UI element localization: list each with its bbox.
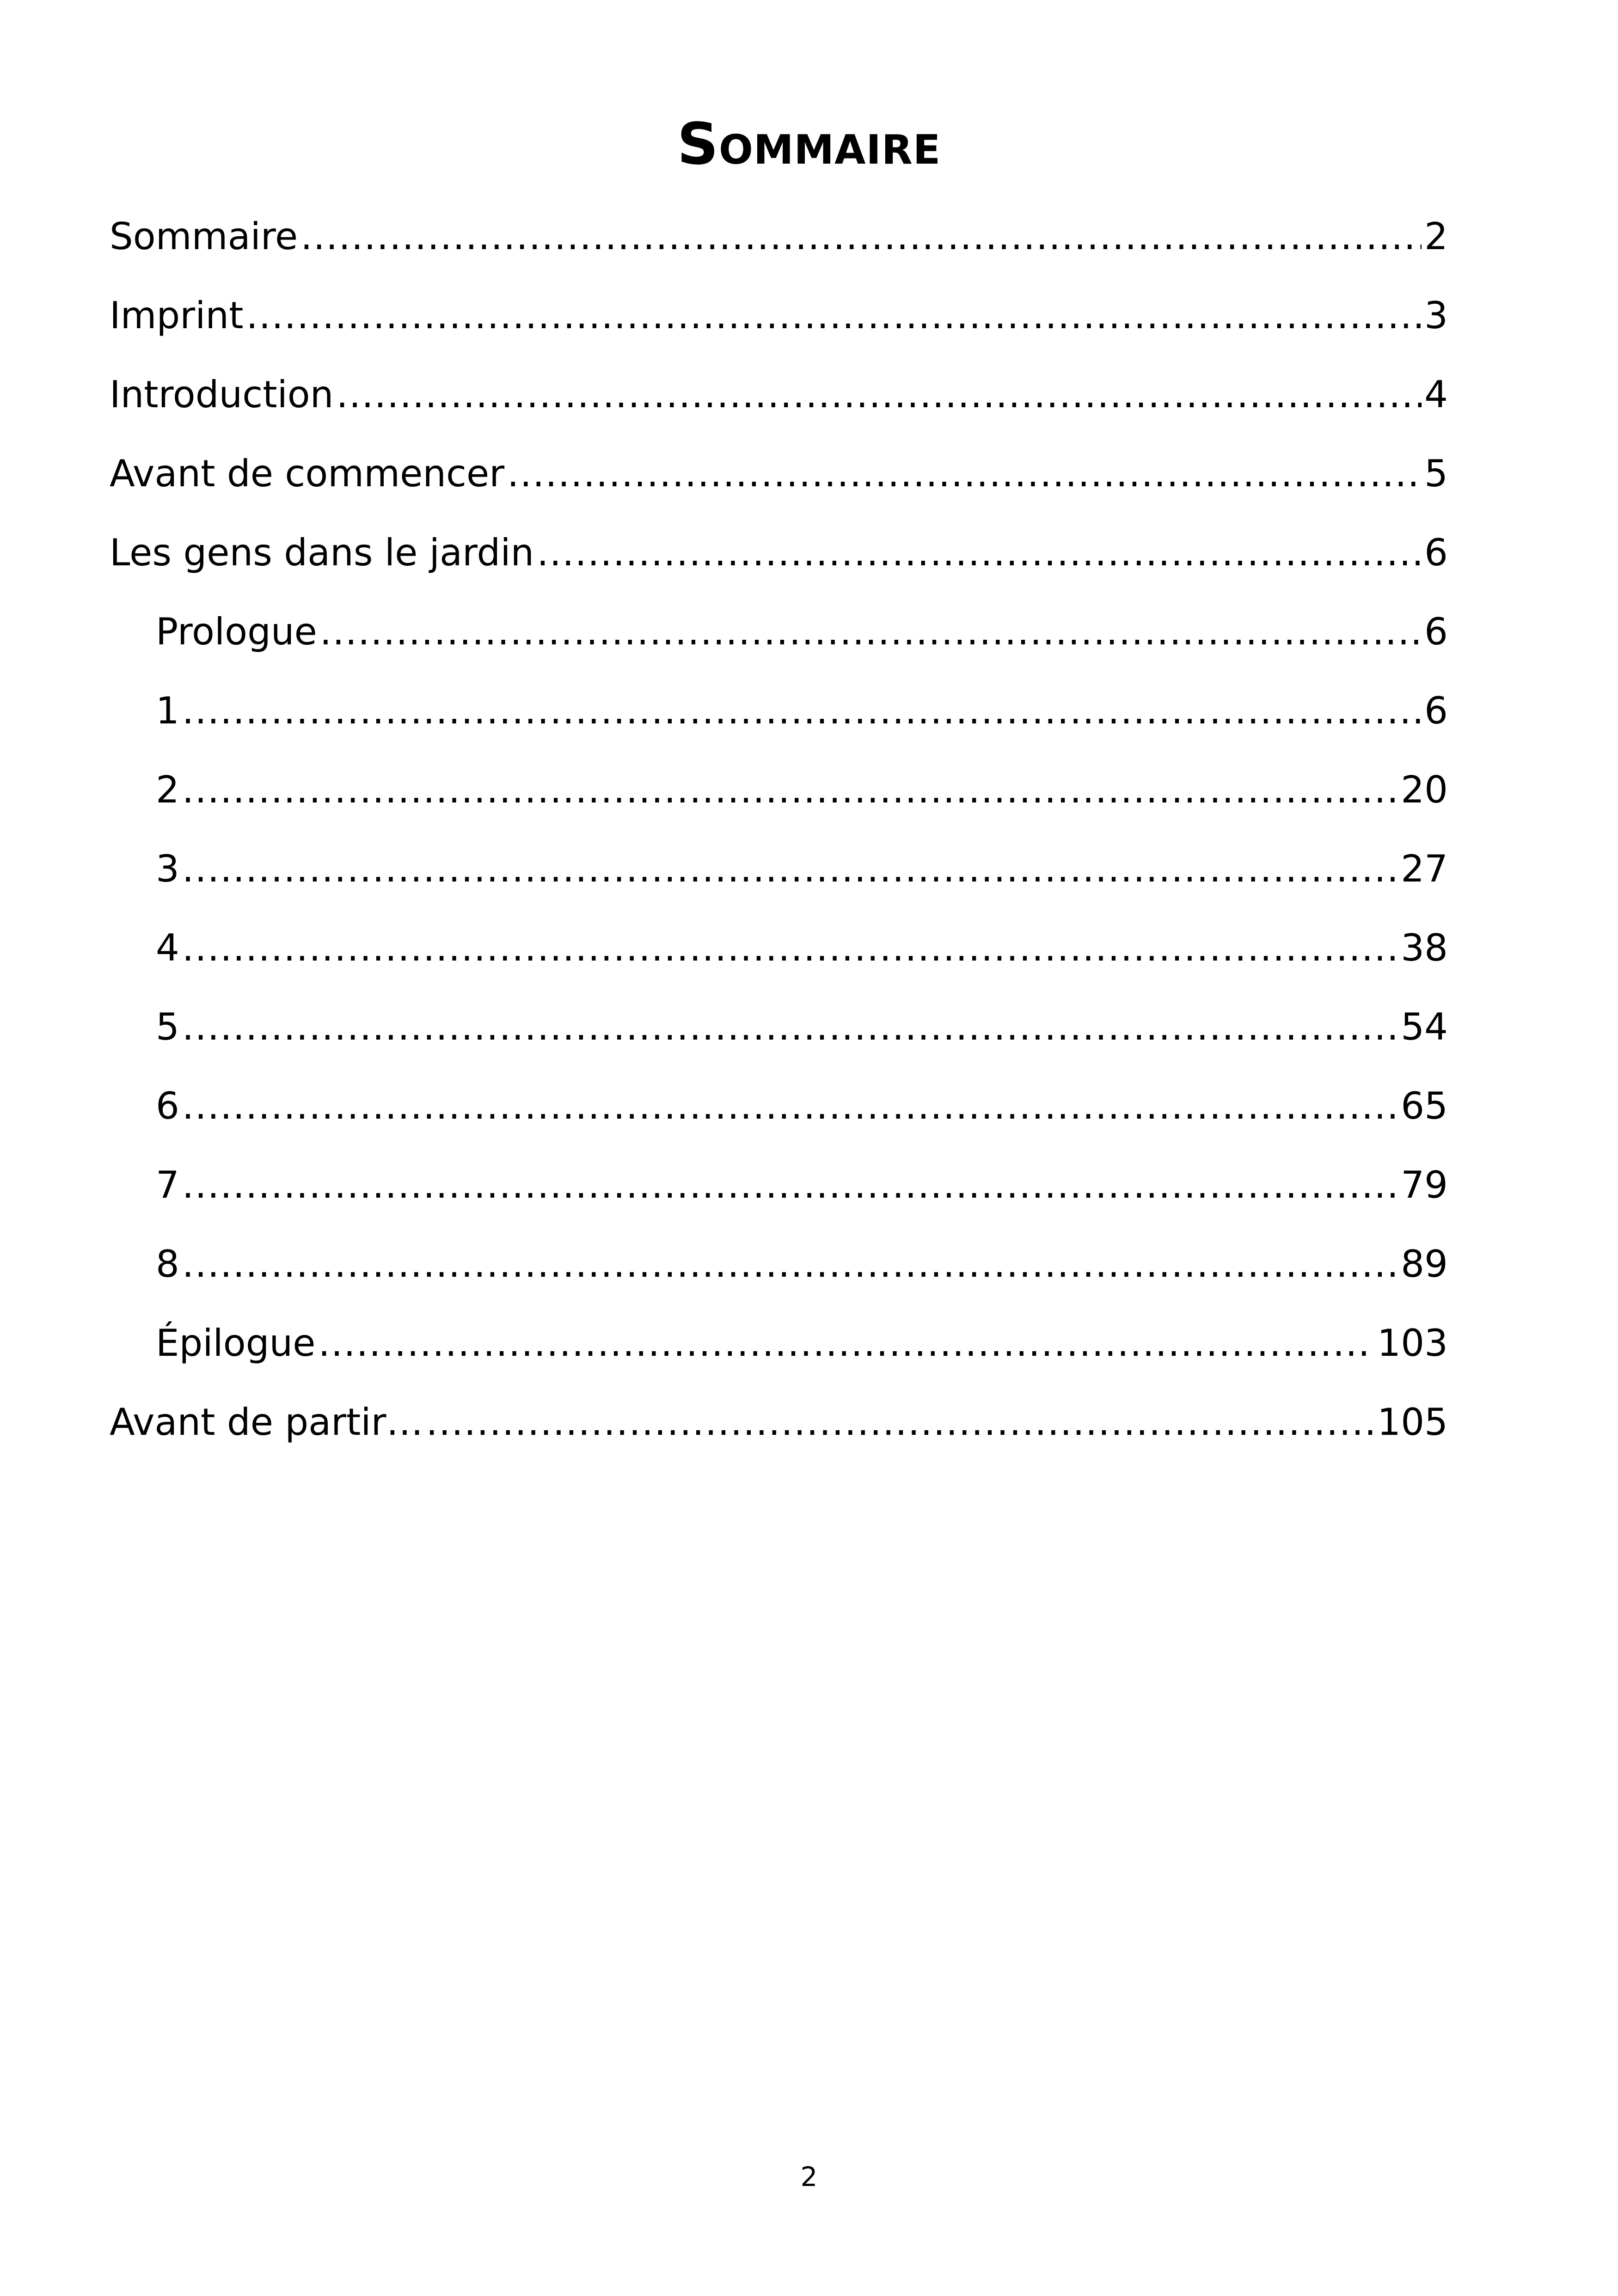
toc-dot-leader bbox=[300, 214, 1422, 260]
toc-entry-page: 103 bbox=[1377, 1322, 1448, 1365]
toc-entry-page: 3 bbox=[1424, 294, 1448, 337]
toc-entry-avant-de-partir[interactable] bbox=[110, 1399, 1448, 1478]
toc-dot-leader bbox=[182, 1083, 1398, 1129]
toc-entry-chapter-4[interactable] bbox=[110, 925, 1448, 1004]
toc-dot-leader bbox=[507, 451, 1422, 497]
toc-entry-page: 105 bbox=[1377, 1401, 1448, 1444]
toc-entry-page: 20 bbox=[1401, 768, 1448, 811]
toc-dot-leader bbox=[318, 1320, 1374, 1366]
toc-entry-label: Épilogue bbox=[156, 1322, 316, 1365]
toc-entry-page: 27 bbox=[1401, 847, 1448, 890]
toc-entry-epilogue[interactable] bbox=[110, 1320, 1448, 1399]
toc-entry-chapter-8[interactable] bbox=[110, 1241, 1448, 1320]
toc-entry-label: 3 bbox=[156, 847, 179, 890]
toc-entry-page: 65 bbox=[1401, 1084, 1448, 1127]
toc-entry-prologue[interactable] bbox=[110, 609, 1448, 688]
toc-entry-label: 1 bbox=[156, 689, 179, 732]
toc-dot-leader bbox=[537, 530, 1422, 576]
toc-entry-page: 6 bbox=[1424, 689, 1448, 732]
toc-entry-chapter-5[interactable] bbox=[110, 1004, 1448, 1083]
toc-dot-leader bbox=[182, 1004, 1398, 1050]
toc-entry-page: 6 bbox=[1424, 610, 1448, 653]
toc-entry-label: 8 bbox=[156, 1243, 179, 1286]
toc-entry-page: 6 bbox=[1424, 531, 1448, 574]
toc-entry-introduction[interactable] bbox=[110, 372, 1448, 451]
toc-dot-leader bbox=[426, 1399, 1375, 1445]
toc-dot-leader bbox=[336, 372, 1422, 418]
toc-entry-label: 7 bbox=[156, 1163, 179, 1206]
toc-entry-page: 54 bbox=[1401, 1005, 1448, 1048]
page-title: Sommaire bbox=[677, 111, 941, 178]
toc-entry-label: Avant de commencer bbox=[110, 452, 505, 495]
toc-entry-page: 38 bbox=[1401, 926, 1448, 969]
toc-entry-page: 4 bbox=[1424, 373, 1448, 416]
toc-entry-page: 2 bbox=[1424, 215, 1448, 258]
toc-entry-label: Introduction bbox=[110, 373, 334, 416]
toc-entry-sommaire[interactable] bbox=[110, 214, 1448, 293]
toc-entry-label: 4 bbox=[156, 926, 179, 969]
toc-dot-leader bbox=[182, 767, 1398, 813]
toc-entry-chapter-1[interactable] bbox=[110, 688, 1448, 767]
toc-dot-leader bbox=[182, 688, 1422, 734]
toc-entry-page: 5 bbox=[1424, 452, 1448, 495]
toc-dot-leader bbox=[320, 609, 1422, 655]
toc-entry-label: 5 bbox=[156, 1005, 179, 1048]
toc-entry-page: 89 bbox=[1401, 1243, 1448, 1286]
toc-dot-leader bbox=[246, 293, 1422, 339]
toc-dot-leader bbox=[182, 925, 1398, 971]
page-number: 2 bbox=[800, 2161, 818, 2192]
toc-entry-page: 79 bbox=[1401, 1163, 1448, 1206]
toc-entry-label: Imprint bbox=[110, 294, 244, 337]
toc-dot-leader bbox=[182, 846, 1398, 892]
toc-entry-imprint[interactable] bbox=[110, 293, 1448, 372]
toc-dot-leader bbox=[182, 1162, 1398, 1208]
toc-entry-label: Les gens dans le jardin bbox=[110, 531, 534, 574]
toc-entry-les-gens-dans-le-jardin[interactable] bbox=[110, 530, 1448, 609]
toc-entry-chapter-6[interactable] bbox=[110, 1083, 1448, 1162]
toc-entry-avant-de-commencer[interactable] bbox=[110, 451, 1448, 530]
toc-entry-label: 6 bbox=[156, 1084, 179, 1127]
toc-entry-label: Sommaire bbox=[110, 215, 298, 258]
toc-entry-label: 2 bbox=[156, 768, 179, 811]
toc-dot-leader bbox=[182, 1241, 1398, 1287]
toc-entry-chapter-7[interactable] bbox=[110, 1162, 1448, 1241]
toc-entry-chapter-2[interactable] bbox=[110, 767, 1448, 846]
table-of-contents bbox=[110, 214, 1448, 1478]
toc-entry-label: Prologue bbox=[156, 610, 317, 653]
toc-entry-chapter-3[interactable] bbox=[110, 846, 1448, 925]
toc-entry-label: Avant de partir… bbox=[110, 1401, 423, 1444]
